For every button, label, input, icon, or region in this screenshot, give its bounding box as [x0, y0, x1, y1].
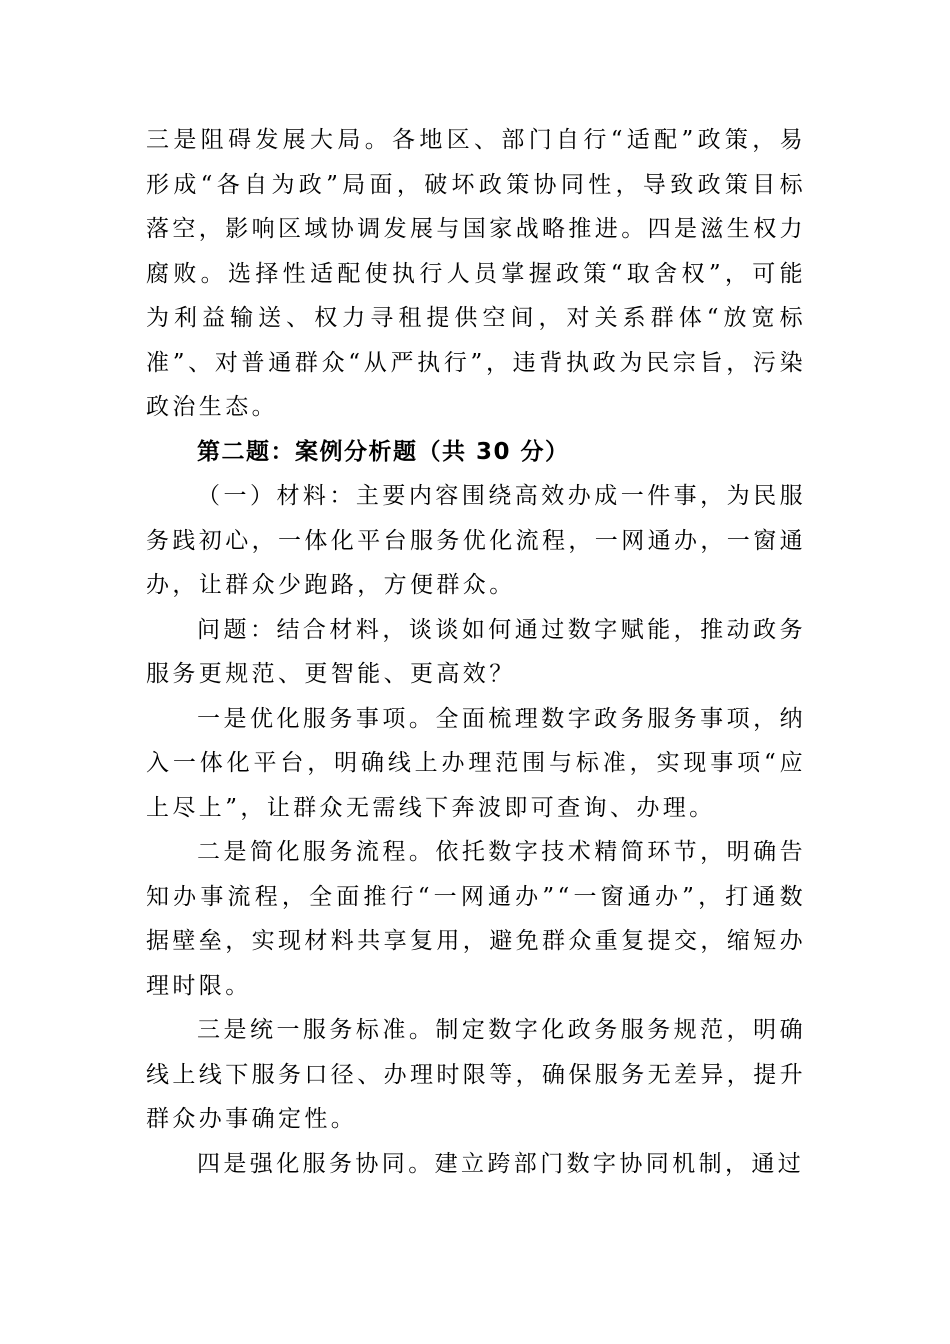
document-page [146, 118, 806, 1186]
paragraph-question: 问题：结合材料，谈谈如何通过数字赋能，推动政务服务更规范、更智能、更高效？ [146, 616, 806, 687]
paragraph-answer-point-two: 二是简化服务流程。依托数字技术精简环节，明确告知办事流程，全面推行“一网通办”“一窗通办”，打通数据壁垒，实现材料共享复用，避免群众重复提交，缩短办理时限。 [146, 839, 806, 999]
paragraph-answer-point-four: 四是强化服务协同。建立跨部门数字协同机制，通过 [197, 1150, 805, 1177]
paragraph-answer-point-one: 一是优化服务事项。全面梳理数字政务服务事项，纳入一体化平台，明确线上办理范围与标准，实现事项“应上尽上”，让群众无需线下奔波即可查询、办理。 [146, 705, 806, 821]
paragraph-impact-analysis: 三是阻碍发展大局。各地区、部门自行“适配”政策，易形成“各自为政”局面，破坏政策协同性，导致政策目标落空，影响区域协调发展与国家战略推进。四是滋生权力腐败。选择性适配使执行人员掌握政策“取舍权”，可能为利益输送、权力寻租提供空间，对关系群体“放宽标准”、对普通群众“从严执行”，违背执政为民宗旨，污染政治生态。 [146, 127, 806, 420]
paragraph-answer-point-three: 三是统一服务标准。制定数字化政务服务规范，明确线上线下服务口径、办理时限等，确保服务无差异，提升群众办事确定性。 [146, 1017, 806, 1132]
section-heading-question-two: 第二题：案例分析题（共 30 分） [197, 438, 570, 465]
paragraph-case-material: （一）材料：主要内容围绕高效办成一件事，为民服务践初心，一体化平台服务优化流程，一网通办，一窗通办，让群众少跑路，方便群众。 [146, 483, 806, 598]
